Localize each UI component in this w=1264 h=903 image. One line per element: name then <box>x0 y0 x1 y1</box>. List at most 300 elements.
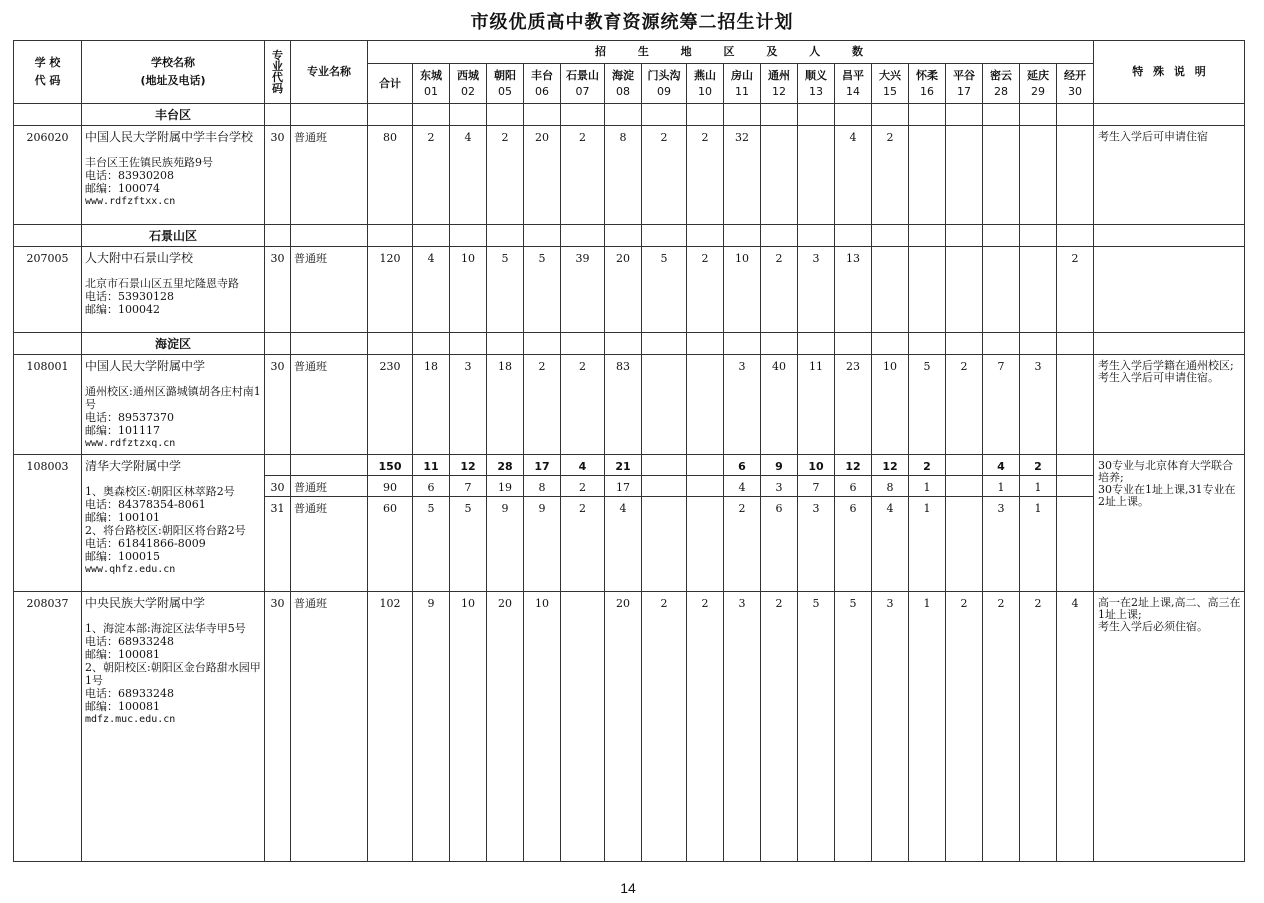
column-header-code: 02 <box>461 84 475 98</box>
column-header <box>761 64 798 104</box>
value-cell: 9 <box>524 497 561 592</box>
school-info-line: 电话：68933248 <box>85 635 174 648</box>
school-info-line: 2、将台路校区:朝阳区将台路2号 <box>85 524 246 537</box>
school-info-line: 电话：68933248 <box>85 687 174 700</box>
value-cell: 2 <box>687 126 724 225</box>
value-cell: 80 <box>368 126 413 225</box>
column-header-code: 13 <box>809 84 823 98</box>
school-name: 中国人民大学附属中学 <box>85 359 206 373</box>
spacer <box>85 265 262 277</box>
value-cell: 7 <box>798 476 835 497</box>
header-major-name: 专业名称 <box>291 41 368 104</box>
district-empty-cell <box>368 225 413 247</box>
value-cell: 2 <box>561 355 605 455</box>
column-header <box>450 64 487 104</box>
column-header <box>687 64 724 104</box>
special-note <box>1094 592 1245 862</box>
column-header <box>872 64 909 104</box>
value-cell: 5 <box>413 497 450 592</box>
school-info-line: 电话：84378354-8061 <box>85 498 206 511</box>
value-cell: 12 <box>872 455 909 476</box>
special-note-line: 30专业在1址上课,31专业在2址上课。 <box>1098 483 1236 508</box>
column-header <box>1057 64 1094 104</box>
value-cell <box>642 497 687 592</box>
column-header-name: 海淀 <box>612 68 634 82</box>
school-info-line: 1、奥森校区:朝阳区林萃路2号 <box>85 485 235 498</box>
column-header <box>798 64 835 104</box>
school-info-line: 邮编：100081 <box>85 648 160 661</box>
header-school-name-line2: (地址及电话) <box>140 74 206 87</box>
district-empty-cell <box>687 225 724 247</box>
column-header-name: 昌平 <box>842 68 864 82</box>
district-empty-cell <box>909 104 946 126</box>
special-note <box>1094 355 1245 455</box>
column-header-name: 平谷 <box>953 68 975 82</box>
spacer <box>85 610 262 622</box>
value-cell: 3 <box>724 592 761 862</box>
value-cell: 2 <box>872 126 909 225</box>
value-cell: 20 <box>487 592 524 862</box>
school-info <box>82 592 265 862</box>
value-cell: 6 <box>835 497 872 592</box>
column-header <box>487 64 524 104</box>
district-empty-cell <box>724 225 761 247</box>
major-code: 30 <box>265 476 291 497</box>
district-empty-cell <box>642 333 687 355</box>
school-website: www.rdfztzxq.cn <box>85 438 176 449</box>
column-header-name: 大兴 <box>879 68 901 82</box>
spacer <box>85 473 262 485</box>
school-info <box>82 355 265 455</box>
district-empty-cell <box>605 333 642 355</box>
school-name: 人大附中石景山学校 <box>85 251 194 265</box>
value-cell: 5 <box>487 247 524 333</box>
value-cell: 2 <box>1057 247 1094 333</box>
column-header-name: 经开 <box>1064 68 1086 82</box>
school-name: 中央民族大学附属中学 <box>85 596 206 610</box>
value-cell: 4 <box>1057 592 1094 862</box>
special-note <box>1094 247 1245 333</box>
value-cell <box>798 126 835 225</box>
district-empty-cell <box>14 104 82 126</box>
district-empty-cell <box>487 104 524 126</box>
district-name: 石景山区 <box>82 225 265 247</box>
major-name: 普通班 <box>291 497 368 592</box>
value-cell <box>561 592 605 862</box>
value-cell: 20 <box>605 247 642 333</box>
value-cell: 120 <box>368 247 413 333</box>
value-cell: 20 <box>524 126 561 225</box>
major-name: 普通班 <box>291 476 368 497</box>
value-cell: 2 <box>642 592 687 862</box>
page-number: 14 <box>620 880 636 896</box>
value-cell <box>1057 355 1094 455</box>
value-cell: 2 <box>687 247 724 333</box>
column-header-name: 房山 <box>731 68 753 82</box>
column-header-name: 合计 <box>379 76 401 90</box>
value-cell <box>1020 126 1057 225</box>
district-empty-cell <box>798 104 835 126</box>
header-school-code-line2: 代 码 <box>34 74 61 87</box>
value-cell: 6 <box>761 497 798 592</box>
value-cell: 4 <box>724 476 761 497</box>
value-cell: 9 <box>761 455 798 476</box>
school-code: 207005 <box>14 247 82 333</box>
value-cell: 3 <box>798 497 835 592</box>
column-header-name: 怀柔 <box>916 68 938 82</box>
value-cell <box>642 455 687 476</box>
district-empty-cell <box>413 104 450 126</box>
district-empty-cell <box>687 104 724 126</box>
value-cell: 2 <box>946 355 983 455</box>
header-school-code-line1: 学 校 <box>34 56 61 69</box>
value-cell: 18 <box>413 355 450 455</box>
value-cell <box>642 355 687 455</box>
value-cell: 12 <box>450 455 487 476</box>
district-empty-cell <box>835 104 872 126</box>
value-cell: 18 <box>487 355 524 455</box>
value-cell: 83 <box>605 355 642 455</box>
value-cell: 9 <box>413 592 450 862</box>
district-empty-cell <box>798 333 835 355</box>
value-cell: 3 <box>1020 355 1057 455</box>
value-cell <box>642 476 687 497</box>
column-header-name: 密云 <box>990 68 1012 82</box>
column-header-code: 09 <box>657 84 671 98</box>
district-empty-cell <box>909 333 946 355</box>
school-info-line: 邮编：100015 <box>85 550 160 563</box>
column-header <box>413 64 450 104</box>
district-empty-cell <box>450 104 487 126</box>
district-empty-cell <box>642 104 687 126</box>
column-header-name: 延庆 <box>1027 68 1049 82</box>
district-empty-cell <box>1094 104 1245 126</box>
column-header <box>983 64 1020 104</box>
value-cell: 90 <box>368 476 413 497</box>
value-cell <box>946 476 983 497</box>
spacer <box>85 373 262 385</box>
header-school-code <box>14 41 82 104</box>
header-school-name-line1: 学校名称 <box>151 56 195 69</box>
value-cell: 40 <box>761 355 798 455</box>
value-cell <box>946 497 983 592</box>
district-empty-cell <box>835 333 872 355</box>
school-row <box>14 455 1245 476</box>
school-info-line: 电话：53930128 <box>85 290 174 303</box>
special-note-line: 考生入学后可申请住宿。 <box>1098 371 1219 384</box>
district-empty-cell <box>1057 333 1094 355</box>
value-cell: 2 <box>909 455 946 476</box>
column-header-code: 17 <box>957 84 971 98</box>
value-cell: 150 <box>368 455 413 476</box>
district-empty-cell <box>687 333 724 355</box>
school-info-line: 邮编：100081 <box>85 700 160 713</box>
school-code: 108003 <box>14 455 82 592</box>
column-header-code: 07 <box>575 84 590 98</box>
school-row <box>14 592 1245 862</box>
column-header-name: 朝阳 <box>494 68 516 82</box>
column-header-code: 08 <box>616 84 630 98</box>
value-cell: 2 <box>561 476 605 497</box>
column-header-code: 29 <box>1031 84 1045 98</box>
school-name: 中国人民大学附属中学丰台学校 <box>85 130 254 144</box>
value-cell: 12 <box>835 455 872 476</box>
special-note-line: 30专业与北京体育大学联合培养; <box>1098 459 1233 484</box>
column-header-name: 西城 <box>457 68 479 82</box>
school-info-line: 北京市石景山区五里坨隆恩寺路 <box>85 277 239 290</box>
column-header-name: 燕山 <box>694 68 716 82</box>
value-cell <box>687 476 724 497</box>
value-cell: 11 <box>413 455 450 476</box>
district-name: 丰台区 <box>82 104 265 126</box>
school-website: www.rdfzftxx.cn <box>85 196 176 207</box>
value-cell: 4 <box>605 497 642 592</box>
value-cell: 4 <box>983 455 1020 476</box>
column-header-name: 东城 <box>420 68 442 82</box>
value-cell: 7 <box>450 476 487 497</box>
value-cell: 5 <box>798 592 835 862</box>
district-empty-cell <box>983 225 1020 247</box>
school-code: 206020 <box>14 126 82 225</box>
value-cell: 5 <box>909 355 946 455</box>
value-cell: 2 <box>413 126 450 225</box>
district-empty-cell <box>14 225 82 247</box>
school-info-line: 邮编：100042 <box>85 303 160 316</box>
district-empty-cell <box>946 104 983 126</box>
school-info-line: 2、朝阳校区:朝阳区金台路甜水园甲1号 <box>85 661 261 687</box>
district-empty-cell <box>872 104 909 126</box>
school-info-line: 邮编：100074 <box>85 182 160 195</box>
value-cell: 2 <box>487 126 524 225</box>
value-cell: 20 <box>605 592 642 862</box>
district-row <box>14 104 1245 126</box>
value-cell: 4 <box>872 497 909 592</box>
major-code: 30 <box>265 247 291 333</box>
value-cell: 6 <box>413 476 450 497</box>
value-cell: 2 <box>642 126 687 225</box>
district-empty-cell <box>909 225 946 247</box>
district-empty-cell <box>835 225 872 247</box>
school-website: www.qhfz.edu.cn <box>85 564 176 575</box>
special-note <box>1094 455 1245 592</box>
column-header <box>561 64 605 104</box>
value-cell: 2 <box>946 592 983 862</box>
value-cell <box>983 126 1020 225</box>
school-info-line: 通州校区:通州区潞城镇胡各庄村南1号 <box>85 385 261 411</box>
district-empty-cell <box>798 225 835 247</box>
value-cell: 39 <box>561 247 605 333</box>
value-cell: 4 <box>450 126 487 225</box>
value-cell: 1 <box>909 592 946 862</box>
major-code: 30 <box>265 355 291 455</box>
district-empty-cell <box>524 225 561 247</box>
value-cell: 2 <box>524 355 561 455</box>
page-title: 市级优质高中教育资源统筹二招生计划 <box>470 12 794 33</box>
special-note-line: 考生入学后学籍在通州校区; <box>1098 359 1234 372</box>
value-cell: 17 <box>524 455 561 476</box>
value-cell: 3 <box>872 592 909 862</box>
value-cell: 1 <box>909 476 946 497</box>
column-header <box>835 64 872 104</box>
major-name-empty <box>291 455 368 476</box>
value-cell: 2 <box>687 592 724 862</box>
district-empty-cell <box>983 104 1020 126</box>
school-info-line: 邮编：101117 <box>85 424 160 437</box>
value-cell: 4 <box>413 247 450 333</box>
header-enroll-group: 招 生 地 区 及 人 数 <box>368 41 1094 64</box>
column-header-code: 30 <box>1068 84 1082 98</box>
value-cell: 19 <box>487 476 524 497</box>
school-info <box>82 247 265 333</box>
major-name: 普通班 <box>291 355 368 455</box>
column-header-code: 10 <box>698 84 712 98</box>
district-empty-cell <box>724 333 761 355</box>
district-empty-cell <box>1094 225 1245 247</box>
district-empty-cell <box>450 333 487 355</box>
header-school-name <box>82 41 265 104</box>
value-cell: 10 <box>798 455 835 476</box>
value-cell: 5 <box>450 497 487 592</box>
value-cell <box>1057 497 1094 592</box>
value-cell: 102 <box>368 592 413 862</box>
value-cell <box>909 126 946 225</box>
special-note-line: 考生入学后可申请住宿 <box>1098 130 1208 143</box>
value-cell: 3 <box>983 497 1020 592</box>
value-cell: 2 <box>761 592 798 862</box>
column-header <box>605 64 642 104</box>
column-header-code: 01 <box>424 84 438 98</box>
column-header-code: 16 <box>920 84 934 98</box>
value-cell <box>1057 126 1094 225</box>
district-empty-cell <box>872 225 909 247</box>
column-header <box>642 64 687 104</box>
value-cell <box>1020 247 1057 333</box>
value-cell <box>909 247 946 333</box>
district-empty-cell <box>561 333 605 355</box>
district-empty-cell <box>1094 333 1245 355</box>
value-cell: 4 <box>561 455 605 476</box>
district-empty-cell <box>642 225 687 247</box>
value-cell: 32 <box>724 126 761 225</box>
value-cell: 10 <box>450 592 487 862</box>
column-header-name: 顺义 <box>805 68 827 82</box>
district-empty-cell <box>524 333 561 355</box>
column-header-code: 14 <box>846 84 860 98</box>
district-name: 海淀区 <box>82 333 265 355</box>
district-row <box>14 333 1245 355</box>
value-cell: 5 <box>835 592 872 862</box>
district-empty-cell <box>1057 104 1094 126</box>
value-cell <box>946 455 983 476</box>
district-row <box>14 225 1245 247</box>
value-cell: 6 <box>724 455 761 476</box>
value-cell: 2 <box>724 497 761 592</box>
district-empty-cell <box>265 225 291 247</box>
special-note <box>1094 126 1245 225</box>
district-empty-cell <box>605 225 642 247</box>
value-cell: 10 <box>724 247 761 333</box>
value-cell: 2 <box>1020 455 1057 476</box>
school-row <box>14 126 1245 225</box>
column-header-name: 石景山 <box>566 68 599 82</box>
header-notes: 特 殊 说 明 <box>1094 41 1245 104</box>
value-cell <box>687 455 724 476</box>
value-cell: 7 <box>983 355 1020 455</box>
district-empty-cell <box>368 333 413 355</box>
district-empty-cell <box>291 104 368 126</box>
district-empty-cell <box>1020 333 1057 355</box>
value-cell: 21 <box>605 455 642 476</box>
value-cell: 5 <box>642 247 687 333</box>
school-website: mdfz.muc.edu.cn <box>85 714 176 725</box>
school-row <box>14 355 1245 455</box>
value-cell: 4 <box>835 126 872 225</box>
district-empty-cell <box>368 104 413 126</box>
value-cell: 230 <box>368 355 413 455</box>
value-cell <box>946 126 983 225</box>
value-cell <box>687 355 724 455</box>
school-name: 清华大学附属中学 <box>85 459 182 473</box>
value-cell: 1 <box>1020 497 1057 592</box>
special-note-line: 考生入学后必须住宿。 <box>1098 620 1208 633</box>
major-code: 30 <box>265 592 291 862</box>
value-cell: 10 <box>450 247 487 333</box>
value-cell: 2 <box>983 592 1020 862</box>
major-code-empty <box>265 455 291 476</box>
major-name: 普通班 <box>291 592 368 862</box>
value-cell: 2 <box>1020 592 1057 862</box>
district-empty-cell <box>291 333 368 355</box>
district-empty-cell <box>413 225 450 247</box>
value-cell: 28 <box>487 455 524 476</box>
district-empty-cell <box>761 104 798 126</box>
column-header-name: 通州 <box>768 68 790 82</box>
school-row <box>14 247 1245 333</box>
value-cell <box>1057 455 1094 476</box>
school-code: 108001 <box>14 355 82 455</box>
value-cell <box>687 497 724 592</box>
value-cell: 3 <box>798 247 835 333</box>
column-header-code: 05 <box>498 84 512 98</box>
district-empty-cell <box>761 225 798 247</box>
district-empty-cell <box>265 333 291 355</box>
school-info-line: 1、海淀本部:海淀区法华寺甲5号 <box>85 622 246 635</box>
value-cell: 1 <box>1020 476 1057 497</box>
value-cell: 2 <box>561 126 605 225</box>
value-cell: 2 <box>761 247 798 333</box>
district-empty-cell <box>946 333 983 355</box>
column-header <box>909 64 946 104</box>
column-header <box>368 64 413 104</box>
column-header-code: 12 <box>772 84 786 98</box>
school-info-line: 电话：89537370 <box>85 411 174 424</box>
column-header <box>524 64 561 104</box>
value-cell: 6 <box>835 476 872 497</box>
column-header-name: 门头沟 <box>647 68 681 82</box>
column-header <box>724 64 761 104</box>
district-empty-cell <box>561 104 605 126</box>
district-empty-cell <box>487 333 524 355</box>
district-empty-cell <box>14 333 82 355</box>
column-header-code: 28 <box>994 84 1008 98</box>
column-header <box>946 64 983 104</box>
district-empty-cell <box>561 225 605 247</box>
school-info <box>82 126 265 225</box>
spacer <box>85 144 262 156</box>
value-cell: 60 <box>368 497 413 592</box>
value-cell: 10 <box>872 355 909 455</box>
district-empty-cell <box>724 104 761 126</box>
